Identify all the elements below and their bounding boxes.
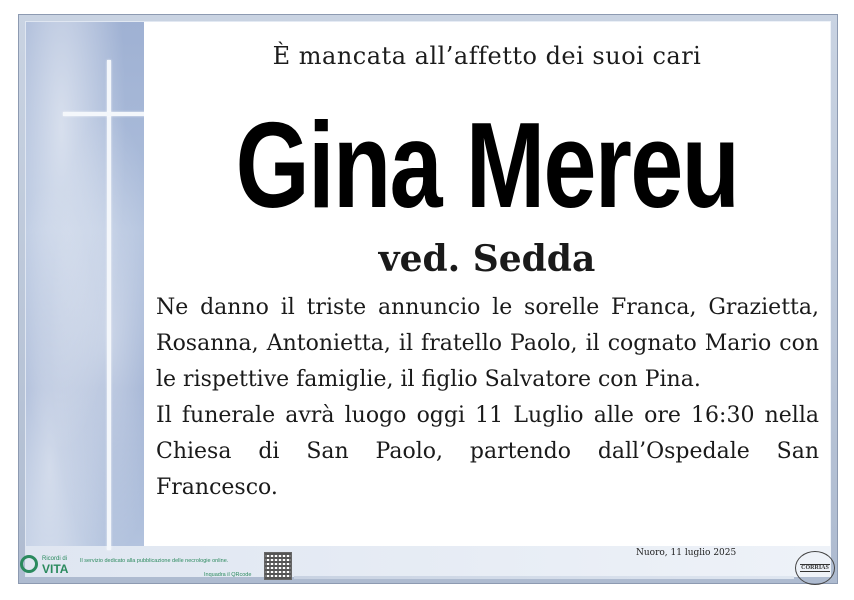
funeral-home-stamp	[795, 551, 835, 585]
decorative-side-panel	[26, 22, 144, 546]
cross-icon-vertical	[107, 60, 111, 550]
leaf-icon	[20, 555, 38, 573]
ricordi-di-vita-logo[interactable]	[20, 554, 68, 574]
qr-label: Inquadra il QRcode	[204, 572, 252, 578]
notice-card	[144, 22, 830, 546]
deceased-name: Gina Mereu	[235, 97, 739, 233]
notice-date: Nuoro, 11 luglio 2025	[636, 548, 737, 558]
stamp-text: CORRIAS	[801, 565, 829, 571]
logo-big-text: VITA	[42, 562, 69, 576]
service-description: Il servizio dedicato alla pubblicazione delle necrologie online.	[80, 558, 229, 564]
footer-divider	[294, 576, 794, 579]
intro-text: È mancata all’affetto dei suoi cari	[272, 42, 702, 70]
cross-icon-horizontal	[63, 112, 155, 116]
deceased-subname: ved. Sedda	[378, 238, 596, 280]
funeral-paragraph: Il funerale avrà luogo oggi 11 Luglio alle ore 16:30 nella Chiesa di San Paolo, partendo dall’Ospedale San Francesco.	[156, 403, 819, 500]
announcement-paragraph: Ne danno il triste annuncio le sorelle Franca, Grazietta, Rosanna, Antonietta, il fratello Paolo, il cognato Mario con le rispettive famiglie, il figlio Salvatore con Pina.	[156, 295, 819, 392]
logo-small-text: Ricordi di	[42, 556, 68, 562]
qrcode-icon[interactable]	[264, 552, 292, 580]
notice-body	[156, 290, 819, 506]
